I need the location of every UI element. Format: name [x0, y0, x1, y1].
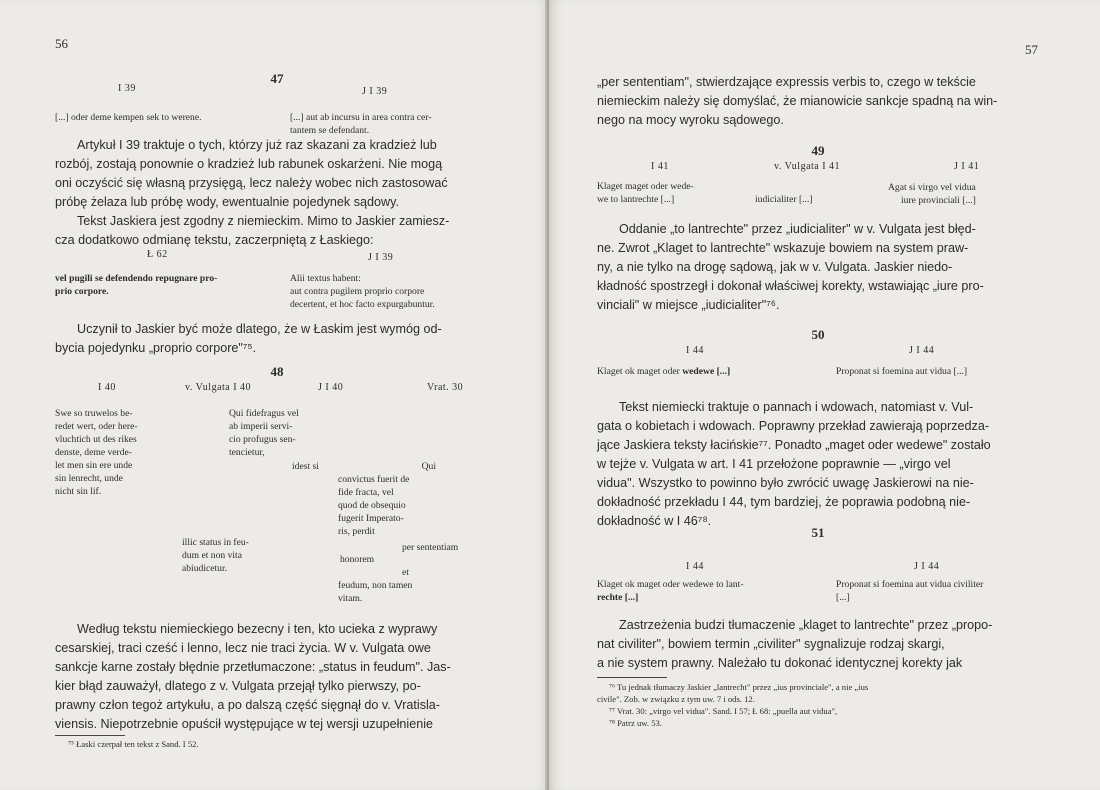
column-header: Vrat. 30	[427, 382, 464, 393]
quote-text: Proponat si foemina aut vidua civiliter	[836, 579, 984, 590]
text-line: oni oczyścić się własną przysięgą, lecz należy wobec nich zastosować	[55, 176, 448, 190]
quote-text: [...] oder deme kempen sek to werene.	[55, 112, 202, 123]
text-line: abiudicetur.	[182, 563, 228, 574]
column-header: v. Vulgata I 40	[185, 382, 252, 393]
vulgata-column-continued	[182, 536, 249, 575]
text-line: ris, perdit	[338, 526, 375, 537]
text-line: illic status in feu-	[182, 537, 249, 548]
quote-text: decertent, et hoc facto expurgabuntur.	[290, 299, 435, 310]
paragraph	[597, 616, 1049, 673]
text-line: sin lenrecht, unde	[55, 473, 123, 484]
text-line: tencietur,	[229, 447, 265, 458]
quote-text: iudicialiter [...]	[755, 194, 813, 205]
quote-text: et	[402, 567, 409, 578]
column-header: Ł 62	[147, 249, 168, 260]
text-line: Swe so truwelos be-	[55, 408, 133, 419]
column-header: J I 39	[362, 86, 388, 97]
page-number: 57	[1025, 42, 1038, 57]
text-line: niemieckim należy się domyślać, że mianowicie sankcje spadną na win-	[597, 94, 998, 108]
column-header: I 44	[686, 345, 704, 356]
text-line: redet wert, oder here-	[55, 421, 138, 432]
footnote: ⁷⁷ Vrat. 30: „virgo vel vidua". Sand. I 57; Ł 68: „puella aut vidua",	[609, 706, 838, 716]
text-line: cza dodatkowo odmianę tekstu, zaczerpniętą z Łaskiego:	[55, 233, 374, 247]
text-line: vitam.	[338, 593, 363, 604]
footnote: civile". Zob. w związku z tym uw. 7 i ods. 12.	[597, 694, 755, 704]
text-line: Oddanie „to lantrechte" przez „iudicialiter" w v. Vulgata jest błęd-	[619, 222, 976, 236]
paragraph	[55, 320, 500, 358]
text-line: vidua". Wszystko to powinno było zwrócić uwagę Jaskierowi na nie-	[597, 476, 974, 490]
text-line: fide fracta, vel	[338, 487, 394, 498]
quote-text: Klaget ok maget oder wedewe to lant-	[597, 579, 744, 590]
text-line: feudum, non tamen	[338, 580, 413, 591]
text-line: Zastrzeżenia budzi tłumaczenie „klaget to lantrechte" przez „propo-	[619, 618, 993, 632]
footnote-rule	[597, 677, 667, 678]
text-line: sankcje karne zostały błędnie przetłumaczone: „status in feudum". Jas-	[55, 660, 451, 674]
section-number: 51	[811, 525, 825, 540]
text-line: kier błąd zauważył, dlatego z v. Vulgata przejął tylko pierwszy, po-	[55, 679, 421, 693]
text-line: let men sin ere unde	[55, 460, 133, 471]
quote-text: [...]	[836, 592, 850, 603]
column-header: J I 44	[914, 561, 940, 572]
quote-text: idest si	[292, 461, 319, 472]
paragraph	[55, 620, 500, 734]
text-line: denste, deme verde-	[55, 447, 132, 458]
text-line: vinciali" w miejsce „iudicialiter"⁷⁶.	[597, 298, 780, 312]
quote-text: vel pugili se defendendo repugnare pro-	[55, 273, 218, 284]
paragraph	[597, 398, 1049, 531]
paragraph	[597, 73, 1049, 130]
text-line: ne. Zwrot „Klaget to lantrechte" wskazuje bowiem na system praw-	[597, 241, 969, 255]
text-line: cesarskiej, traci cześć i lenno, lecz nie traci życia. W v. Vulgata owe	[55, 641, 431, 655]
quote-text: aut contra pugilem proprio corpore	[290, 286, 425, 297]
section-number: 49	[811, 143, 825, 158]
text-line: nicht sin lif.	[55, 486, 102, 497]
column-header: I 39	[118, 83, 136, 94]
section-number: 47	[270, 71, 284, 86]
german-column	[55, 407, 138, 498]
column-header: J I 39	[368, 252, 394, 263]
text-line: Uczynił to Jaskier być może dlatego, że w Łaskim jest wymóg od-	[77, 322, 442, 336]
text-line: próbę żelaza lub próbę wody, ewentualnie pojedynek sądowy.	[55, 195, 399, 209]
text-line: cio profugus sen-	[229, 434, 296, 445]
left-page	[0, 0, 549, 790]
right-page	[549, 0, 1100, 790]
text-line: nego na mocy wyroku sądowego.	[597, 113, 784, 127]
footnote: ⁷⁸ Patrz uw. 53.	[609, 718, 662, 728]
quote-text: Klaget maget oder wede-	[597, 181, 694, 192]
quote-text: prio corpore.	[55, 286, 109, 297]
text-line: dokładność przekładu I 44, tym bardziej, że poprawia podobną nie-	[597, 495, 971, 509]
footnote: ⁷⁵ Łaski czerpał ten tekst z Sand. I 52.	[68, 739, 199, 749]
text-line: kładność spostrzegł i dokonał właściwej korekty, wstawiając „iure pro-	[597, 279, 984, 293]
column-header: J I 40	[318, 382, 344, 393]
column-header: I 40	[98, 382, 116, 393]
vulgata-column	[229, 407, 299, 459]
quote-text: rechte [...]	[597, 592, 639, 603]
text-line: a nie system prawny. Należało tu dokonać identycznej korekty jak	[597, 656, 963, 670]
text-line: Qui	[421, 461, 436, 472]
text-line: dum et non vita	[182, 550, 242, 561]
text-line: nat civiliter", bowiem termin „civiliter" sygnalizuje rodzaj skargi,	[597, 637, 945, 651]
text-line: Qui fidefragus vel	[229, 408, 299, 419]
text-line: dokładność w I 46⁷⁸.	[597, 514, 712, 528]
text-line: ab imperii servi-	[229, 421, 293, 432]
paragraph	[597, 220, 1049, 315]
column-header: J I 44	[909, 345, 935, 356]
text-line: gata o kobietach i wdowach. Poprawny przekład zawierają poprzedza-	[597, 419, 990, 433]
footnote: ⁷⁶ Tu jednak tłumaczy Jaskier „lantrecht" przez „ius provinciale", a nie „ius	[609, 682, 869, 692]
text-line: w tejże v. Vulgata w art. I 41 przełożone poprawnie — „virgo vel	[597, 457, 951, 471]
quote-block	[338, 579, 412, 605]
column-header: J I 41	[954, 161, 980, 172]
quote-text: Agat si virgo vel vidua	[888, 182, 976, 193]
text-line: prawny człon tegoż artykułu, a po dalszą część sięgnął do v. Vratisla-	[55, 698, 440, 712]
quote-text: tantem se defendant.	[290, 125, 370, 136]
column-header: v. Vulgata I 41	[774, 161, 841, 172]
text-line: Tekst niemiecki traktuje o pannach i wdowach, natomiast v. Vul-	[619, 400, 974, 414]
text-line: rozbój, zostają ponownie o kradzież lub rabunek oskarżeni. Nie mogą	[55, 157, 443, 171]
vratislaviensis-column	[338, 460, 436, 538]
footnote-rule	[55, 735, 125, 736]
section-number: 50	[811, 327, 825, 342]
text-line: jące Jaskiera teksty łacińskie⁷⁷. Ponadto „maget oder wedewe" zostało	[597, 438, 991, 452]
text-line: „per sententiam", stwierdzające expressis verbis to, czego w tekście	[597, 75, 976, 89]
quote-text: we to lantrechte [...]	[597, 194, 675, 205]
paragraph	[55, 136, 500, 250]
column-header: I 44	[686, 561, 704, 572]
text-line: convictus fuerit de	[338, 474, 410, 485]
text-line: Według tekstu niemieckiego bezecny i ten, kto ucieka z wyprawy	[77, 622, 438, 636]
footnotes	[597, 681, 869, 729]
quote-text: per sententiam	[402, 542, 459, 553]
text-line: Artykuł I 39 traktuje o tych, którzy już raz skazani za kradzież lub	[77, 138, 437, 152]
text-line: Tekst Jaskiera jest zgodny z niemieckim. Mimo to Jaskier zamiesz-	[77, 214, 450, 228]
text-line: ny, a nie tylko na drogę sądową, jak w v. Vulgata. Jaskier niedo-	[597, 260, 953, 274]
text-line: fugerit Imperato-	[338, 513, 404, 524]
text-line: vluchtich ut des rikes	[55, 434, 137, 445]
quote-text: Proponat si foemina aut vidua [...]	[836, 366, 968, 377]
column-header: I 41	[651, 161, 669, 172]
text-line: quod de obsequio	[338, 500, 406, 511]
text-line: bycia pojedynku „proprio corpore"⁷⁵.	[55, 341, 257, 355]
section-number: 48	[270, 364, 284, 379]
quote-text: [...] aut ab incursu in area contra cer-	[290, 112, 432, 123]
quote-text	[597, 365, 730, 378]
text-line: viensis. Niepotrzebnie opuścił występujące w tej wersji uzupełnienie	[55, 717, 434, 731]
quote-text-regular: Klaget ok maget oder	[597, 366, 683, 377]
quote-text-bold: wedewe [...]	[682, 366, 731, 377]
quote-text: Alii textus habent:	[290, 273, 361, 284]
quote-text: honorem	[340, 554, 375, 565]
page-number: 56	[55, 36, 68, 51]
quote-text: iure provinciali [...]	[901, 195, 976, 206]
